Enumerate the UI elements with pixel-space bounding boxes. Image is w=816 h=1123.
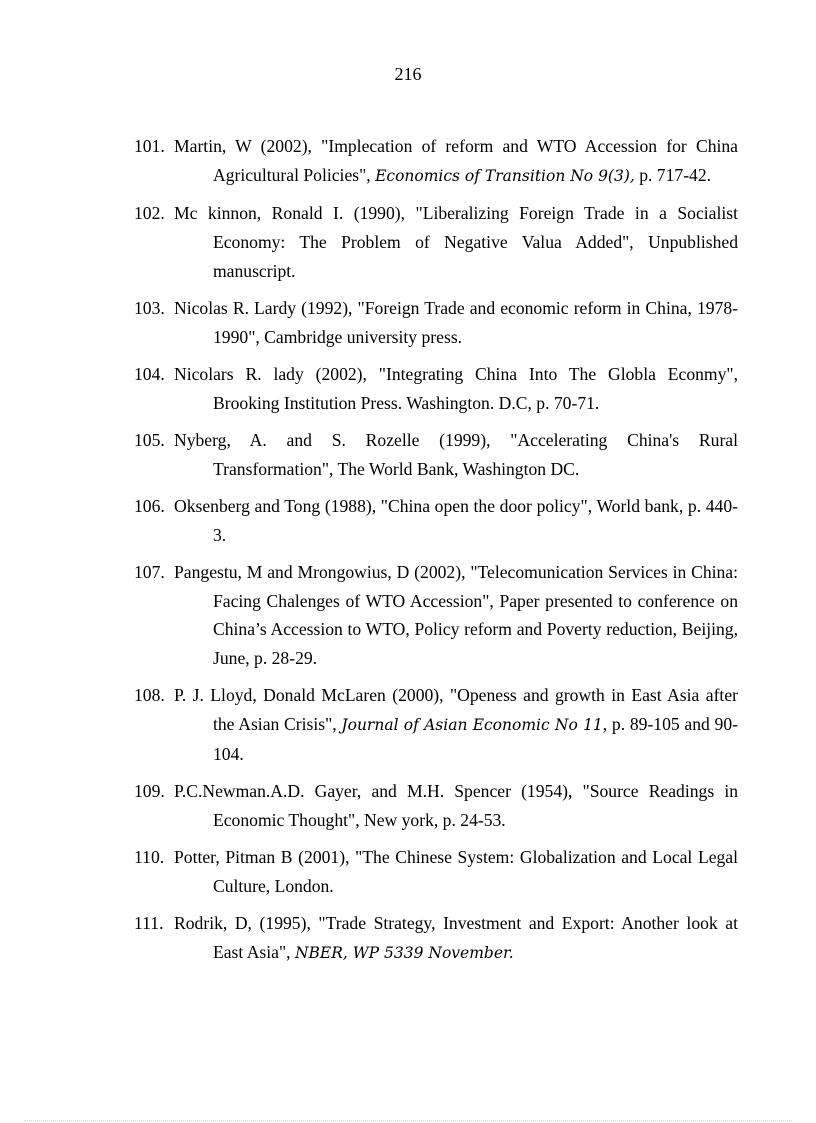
reference-text: Nyberg, A. and S. Rozelle (1999), "Accelerating China's Rural Transformation", The World Bank, Washington DC. [174, 429, 738, 479]
reference-text: Nicolas R. Lardy (1992), "Foreign Trade and economic reform in China, 1978- 1990", Cambridge university press. [174, 297, 738, 347]
reference-item [134, 843, 738, 901]
reference-item [134, 199, 738, 285]
reference-source: Journal of Asian Economic No 11 [341, 716, 603, 735]
reference-text: P. J. Lloyd, Donald McLaren (2000), "Openess and growth in East Asia after the Asian Crisis", [174, 685, 738, 735]
reference-item [134, 360, 738, 418]
reference-number: 106. [134, 495, 165, 516]
reference-text: Mc kinnon, Ronald I. (1990), "Liberalizing Foreign Trade in a Socialist Economy: The Problem of Negative Valua Added", Unpublished manuscript. [174, 202, 738, 281]
reference-text: Oksenberg and Tong (1988), "China open the door policy", World bank, p. 440-3. [174, 495, 738, 545]
reference-item [134, 777, 738, 835]
reference-number: 105. [134, 429, 165, 450]
reference-number: 103. [134, 297, 165, 318]
reference-item [134, 426, 738, 484]
page-number: 216 [394, 64, 422, 84]
reference-item [134, 909, 738, 968]
reference-source: NBER, WP 5339 November. [294, 943, 514, 962]
reference-text: Nicolars R. lady (2002), "Integrating China Into The Globla Econmy", Brooking Institution Press. Washington. D.C, p. 70-71. [174, 363, 738, 413]
reference-list [134, 132, 738, 976]
reference-text: Rodrik, D, (1995), "Trade Strategy, Investment and Export: Another look at East Asia", [174, 913, 738, 962]
reference-text-end: , p. 89-105 and 90-104. [213, 714, 738, 764]
reference-number: 110. [134, 847, 165, 868]
reference-text: Potter, Pitman B (2001), "The Chinese System: Globalization and Local Legal Culture, London. [174, 847, 738, 896]
reference-source: Economics of Transition No 9(3), [375, 166, 635, 185]
reference-number: 109. [134, 781, 165, 802]
reference-text: Pangestu, M and Mrongowius, D (2002), "Telecomunication Services in China: Facing Chalenges of WTO Accession", Paper presented to conference on China’s Accession to WTO, Policy reform and Poverty reduction, Beijing, June, p. 28-29. [174, 561, 738, 669]
reference-item [134, 681, 738, 768]
reference-number: 104. [134, 363, 165, 384]
reference-number: 108. [134, 685, 165, 706]
reference-text: P.C.Newman.A.D. Gayer, and M.H. Spencer (1954), "Source Readings in Economic Thought", New york, p. 24-53. [174, 781, 738, 830]
reference-text: Martin, W (2002), "Implecation of reform and WTO Accession for China Agricultural Policies", [174, 136, 738, 185]
reference-item [134, 294, 738, 352]
reference-item [134, 492, 738, 550]
reference-number: 102. [134, 202, 165, 223]
reference-number: 107. [134, 561, 165, 582]
reference-number: 111. [134, 913, 164, 934]
reference-item [134, 132, 738, 191]
reference-number: 101. [134, 136, 165, 156]
reference-item [134, 558, 738, 673]
page-bottom-divider [24, 1120, 792, 1121]
reference-text-end: p. 717-42. [634, 164, 712, 185]
